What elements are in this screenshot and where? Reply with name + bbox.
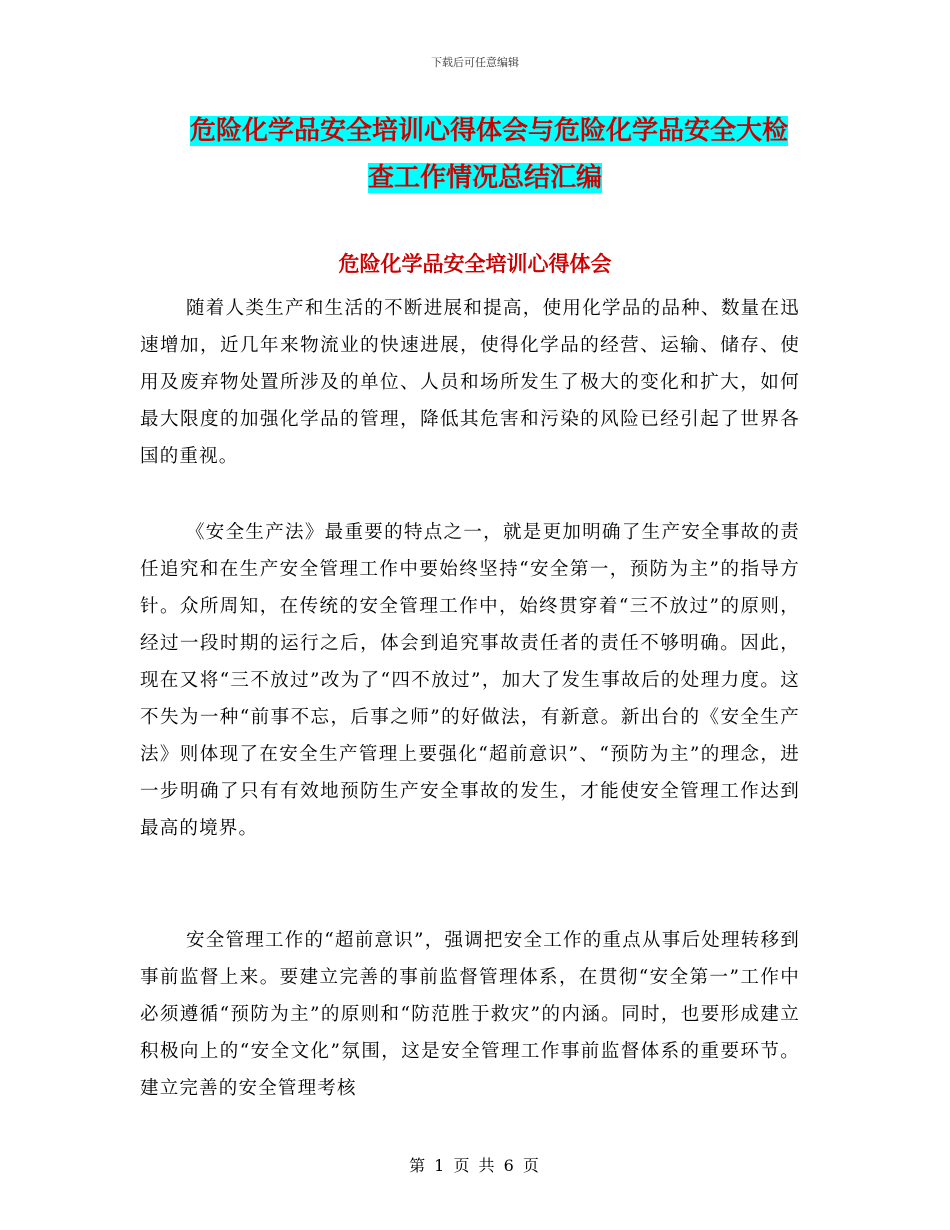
body-paragraph: 安全管理工作的“超前意识”，强调把安全工作的重点从事后处理转移到事前监督上来。要建立完善的事前监督管理体系，在贯彻“安全第一”工作中必须遵循“预防为主”的原则和“防范胜于救灾”的内涵。同时，也要形成建立积极向上的“安全文化”氛围，这是安全管理工作事前监督体系的重要环节。建立完善的安全管理考核 bbox=[140, 930, 800, 1099]
page-number-footer: 第 1 页 共 6 页 bbox=[409, 1156, 541, 1175]
page-header-note: 下载后可任意编辑 bbox=[431, 56, 519, 69]
section-heading: 危险化学品安全培训心得体会 bbox=[338, 252, 612, 276]
document-title-line-1: 危险化学品安全培训心得体会与危险化学品安全大检 bbox=[190, 116, 789, 146]
body-paragraph: 随着人类生产和生活的不断进展和提高，使用化学品的品种、数量在迅速增加，近几年来物流业的快速进展，使得化学品的经营、运输、储存、使用及废弃物处置所涉及的单位、人员和场所发生了极大的变化和扩大，如何最大限度的加强化学品的管理，降低其危害和污染的风险已经引起了世界各国的重视。 bbox=[140, 298, 800, 467]
document-title-line-2: 查工作情况总结汇编 bbox=[367, 163, 602, 193]
document-title bbox=[190, 108, 810, 202]
body-paragraph: 《安全生产法》最重要的特点之一，就是更加明确了生产安全事故的责任追究和在生产安全管理工作中要始终坚持“安全第一，预防为主”的指导方针。众所周知，在传统的安全管理工作中，始终贯穿着“三不放过”的原则，经过一段时期的运行之后，体会到追究事故责任者的责任不够明确。因此，现在又将“三不放过”改为了“四不放过”，加大了发生事故后的处理力度。这不失为一种“前事不忘，后事之师”的好做法，有新意。新出台的《安全生产法》则体现了在安全生产管理上要强化“超前意识”、“预防为主”的理念，进一步明确了只有有效地预防生产安全事故的发生，才能使安全管理工作达到最高的境界。 bbox=[140, 522, 800, 839]
